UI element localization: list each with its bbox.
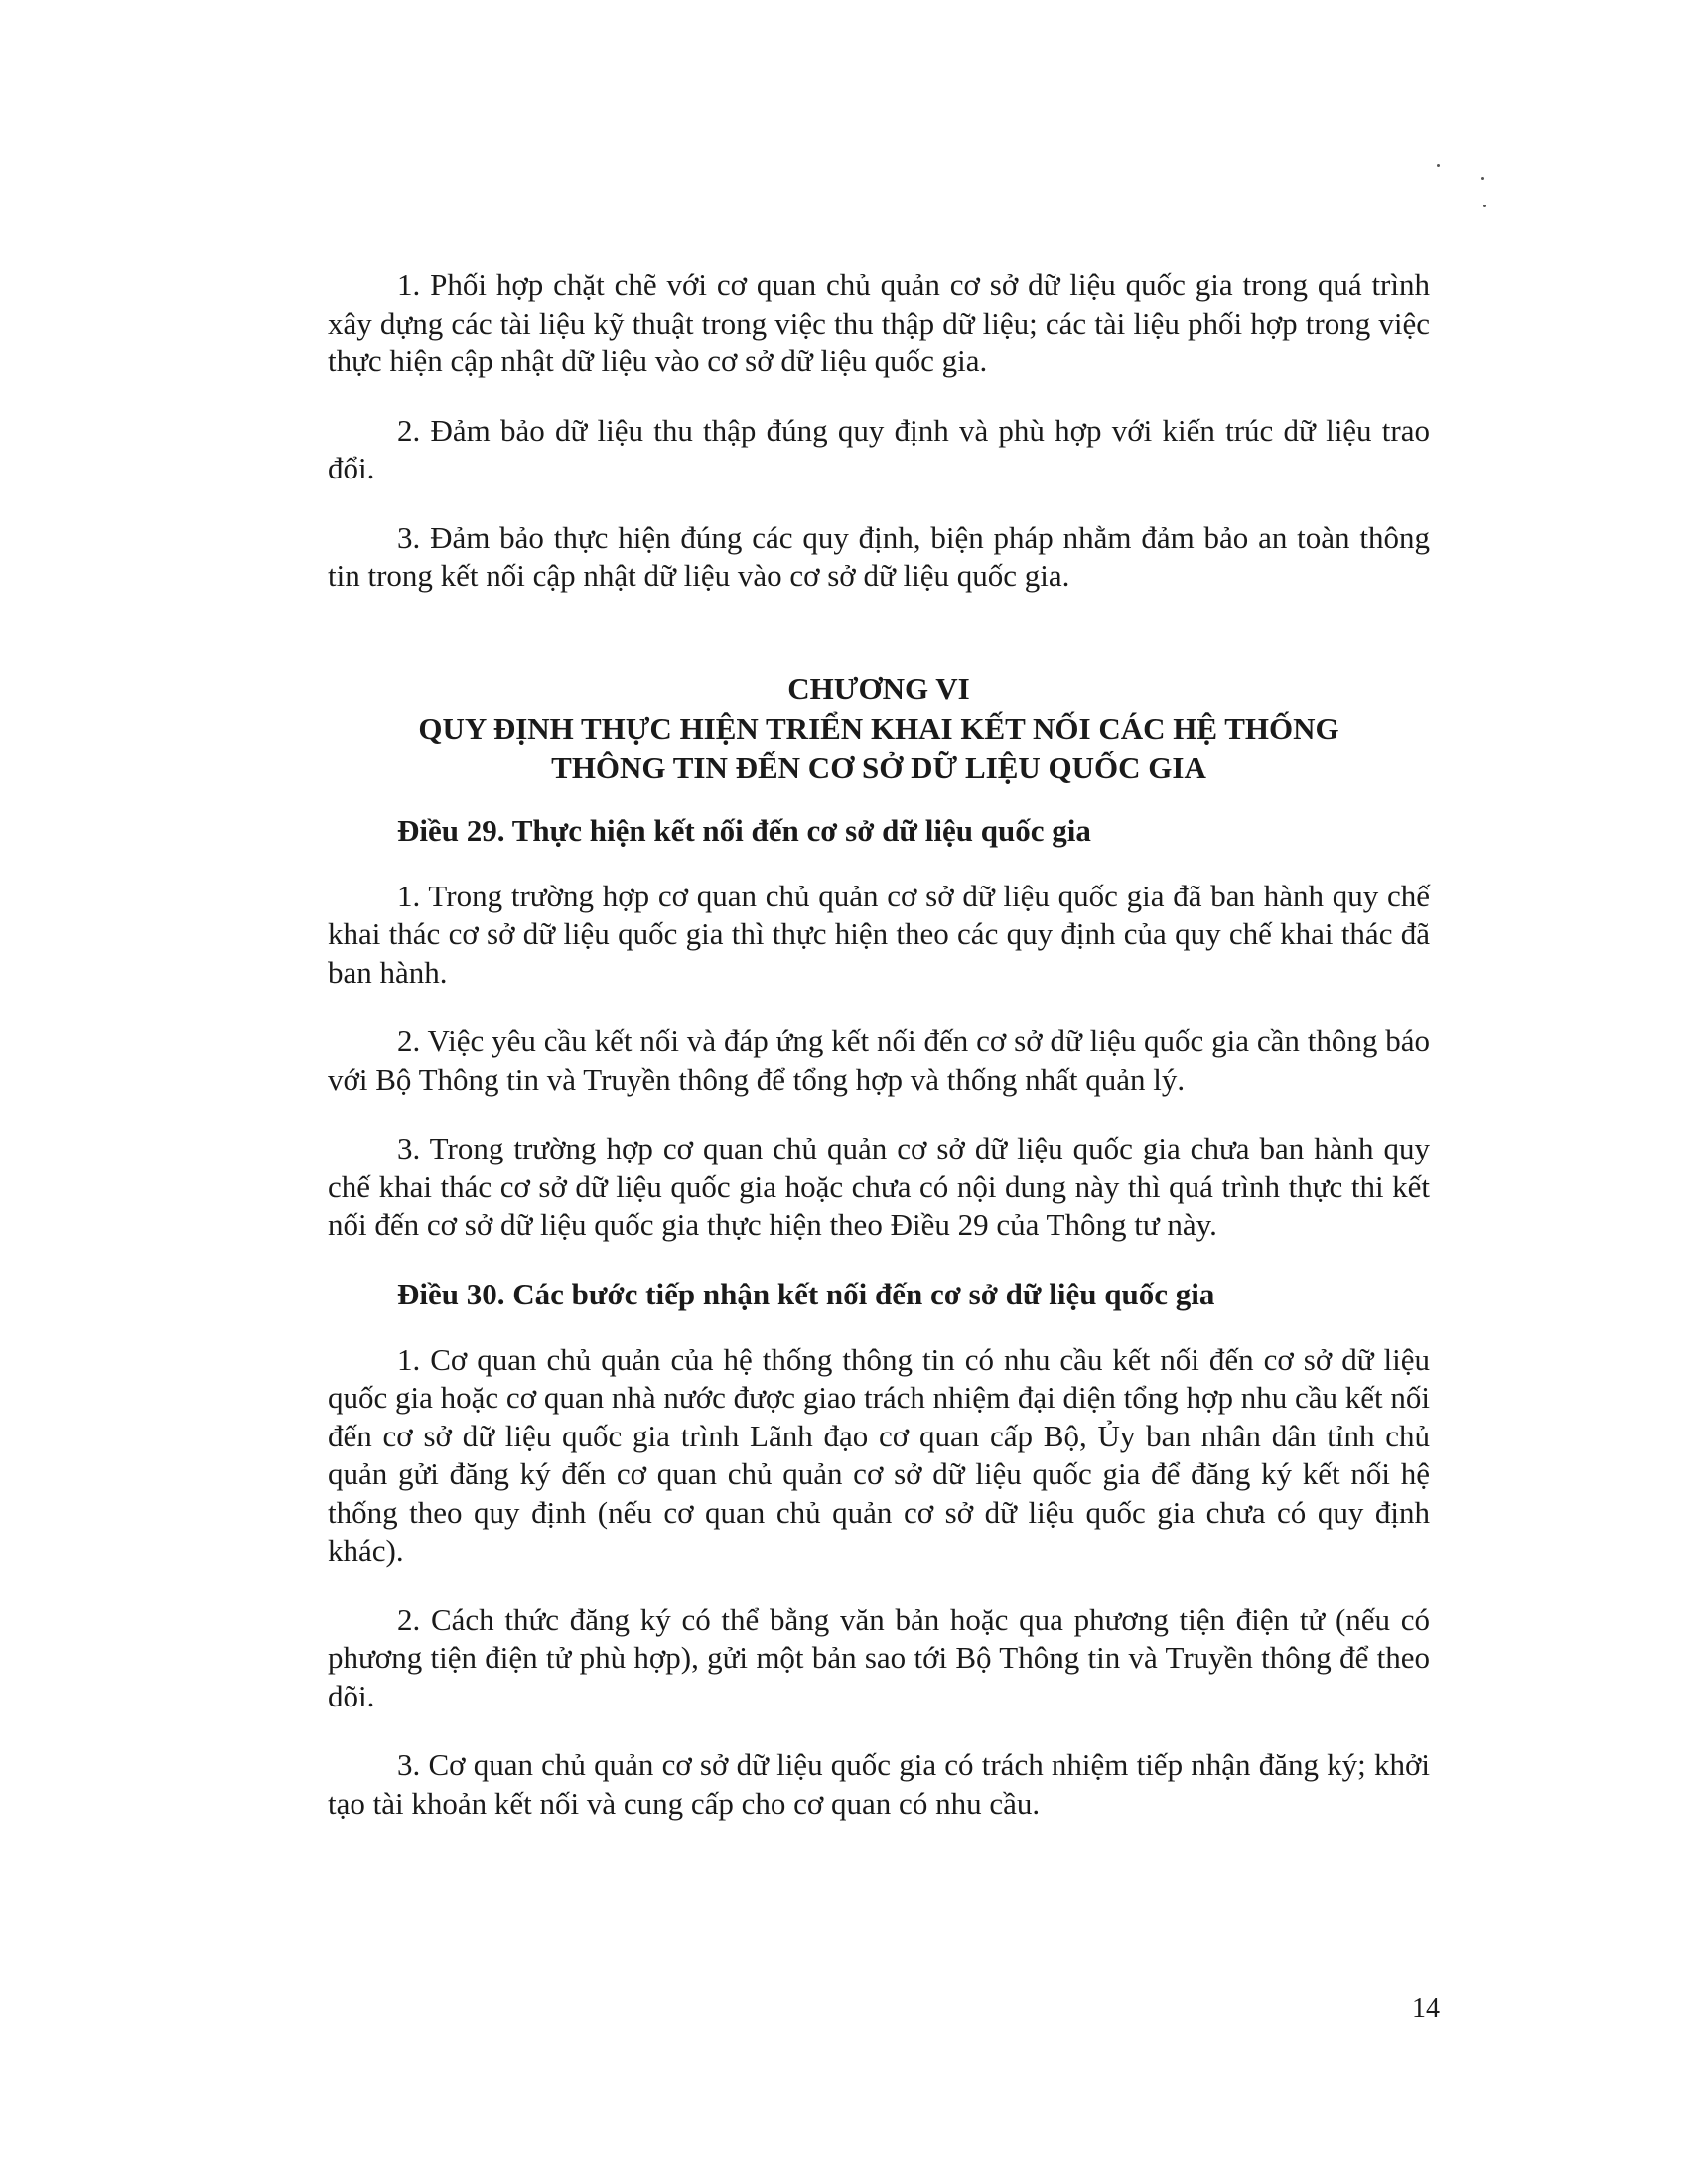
article-title: Điều 29. Thực hiện kết nối đến cơ sở dữ liệu quốc gia (397, 812, 1091, 848)
paragraph: 3. Cơ quan chủ quản cơ sở dữ liệu quốc gia có trách nhiệm tiếp nhận đăng ký; khởi tạo tài khoản kết nối và cung cấp cho cơ quan có nhu cầu. (328, 1747, 1430, 1821)
scan-speck (1481, 177, 1484, 180)
paragraph: 1. Trong trường hợp cơ quan chủ quản cơ sở dữ liệu quốc gia đã ban hành quy chế khai thác cơ sở dữ liệu quốc gia thì thực hiện theo các quy định của quy chế khai thác đã ban hành. (328, 878, 1430, 990)
article-title: Điều 30. Các bước tiếp nhận kết nối đến cơ sở dữ liệu quốc gia (397, 1276, 1215, 1311)
chapter-title-line: QUY ĐỊNH THỰC HIỆN TRIỂN KHAI KẾT NỐI CÁC HỆ THỐNG (418, 710, 1339, 746)
paragraph: 2. Việc yêu cầu kết nối và đáp ứng kết nối đến cơ sở dữ liệu quốc gia cần thông báo với Bộ Thông tin và Truyền thông để tổng hợp và thống nhất quản lý. (328, 1024, 1430, 1097)
scan-speck (1437, 164, 1440, 167)
scan-speck (1483, 205, 1486, 207)
page-number: 14 (1412, 1993, 1440, 2024)
paragraph: 2. Cách thức đăng ký có thể bằng văn bản hoặc qua phương tiện điện tử (nếu có phương tiện điện tử phù hợp), gửi một bản sao tới Bộ Thông tin và Truyền thông để theo dõi. (328, 1601, 1430, 1713)
chapter-title-line: THÔNG TIN ĐẾN CƠ SỞ DỮ LIỆU QUỐC GIA (551, 750, 1206, 785)
chapter-number: CHƯƠNG VI (787, 670, 970, 706)
paragraph: 1. Cơ quan chủ quản của hệ thống thông tin có nhu cầu kết nối đến cơ sở dữ liệu quốc gia hoặc cơ quan nhà nước được giao trách nhiệm đại diện tổng hợp nhu cầu kết nối đến cơ sở dữ liệu quốc gia trình Lãnh đạo cơ quan cấp Bộ, Ủy ban nhân dân tỉnh chủ quản gửi đăng ký đến cơ quan chủ quản cơ sở dữ liệu quốc gia để đăng ký kết nối hệ thống theo quy định (nếu cơ quan chủ quản cơ sở dữ liệu quốc gia chưa có quy định khác). (328, 1341, 1430, 1568)
paragraph: 1. Phối hợp chặt chẽ với cơ quan chủ quản cơ sở dữ liệu quốc gia trong quá trình xây dựng các tài liệu kỹ thuật trong việc thu thập dữ liệu; các tài liệu phối hợp trong việc thực hiện cập nhật dữ liệu vào cơ sở dữ liệu quốc gia. (328, 267, 1430, 378)
paragraph: 2. Đảm bảo dữ liệu thu thập đúng quy định và phù hợp với kiến trúc dữ liệu trao đổi. (328, 412, 1430, 485)
chapter-heading (328, 669, 1430, 788)
document-body (328, 266, 1430, 1853)
paragraph: 3. Trong trường hợp cơ quan chủ quản cơ sở dữ liệu quốc gia chưa ban hành quy chế khai thác cơ sở dữ liệu quốc gia hoặc chưa có nội dung này thì quá trình thực thi kết nối đến cơ sở dữ liệu quốc gia thực hiện theo Điều 29 của Thông tư này. (328, 1131, 1430, 1242)
paragraph: 3. Đảm bảo thực hiện đúng các quy định, biện pháp nhằm đảm bảo an toàn thông tin trong kết nối cập nhật dữ liệu vào cơ sở dữ liệu quốc gia. (328, 519, 1430, 593)
